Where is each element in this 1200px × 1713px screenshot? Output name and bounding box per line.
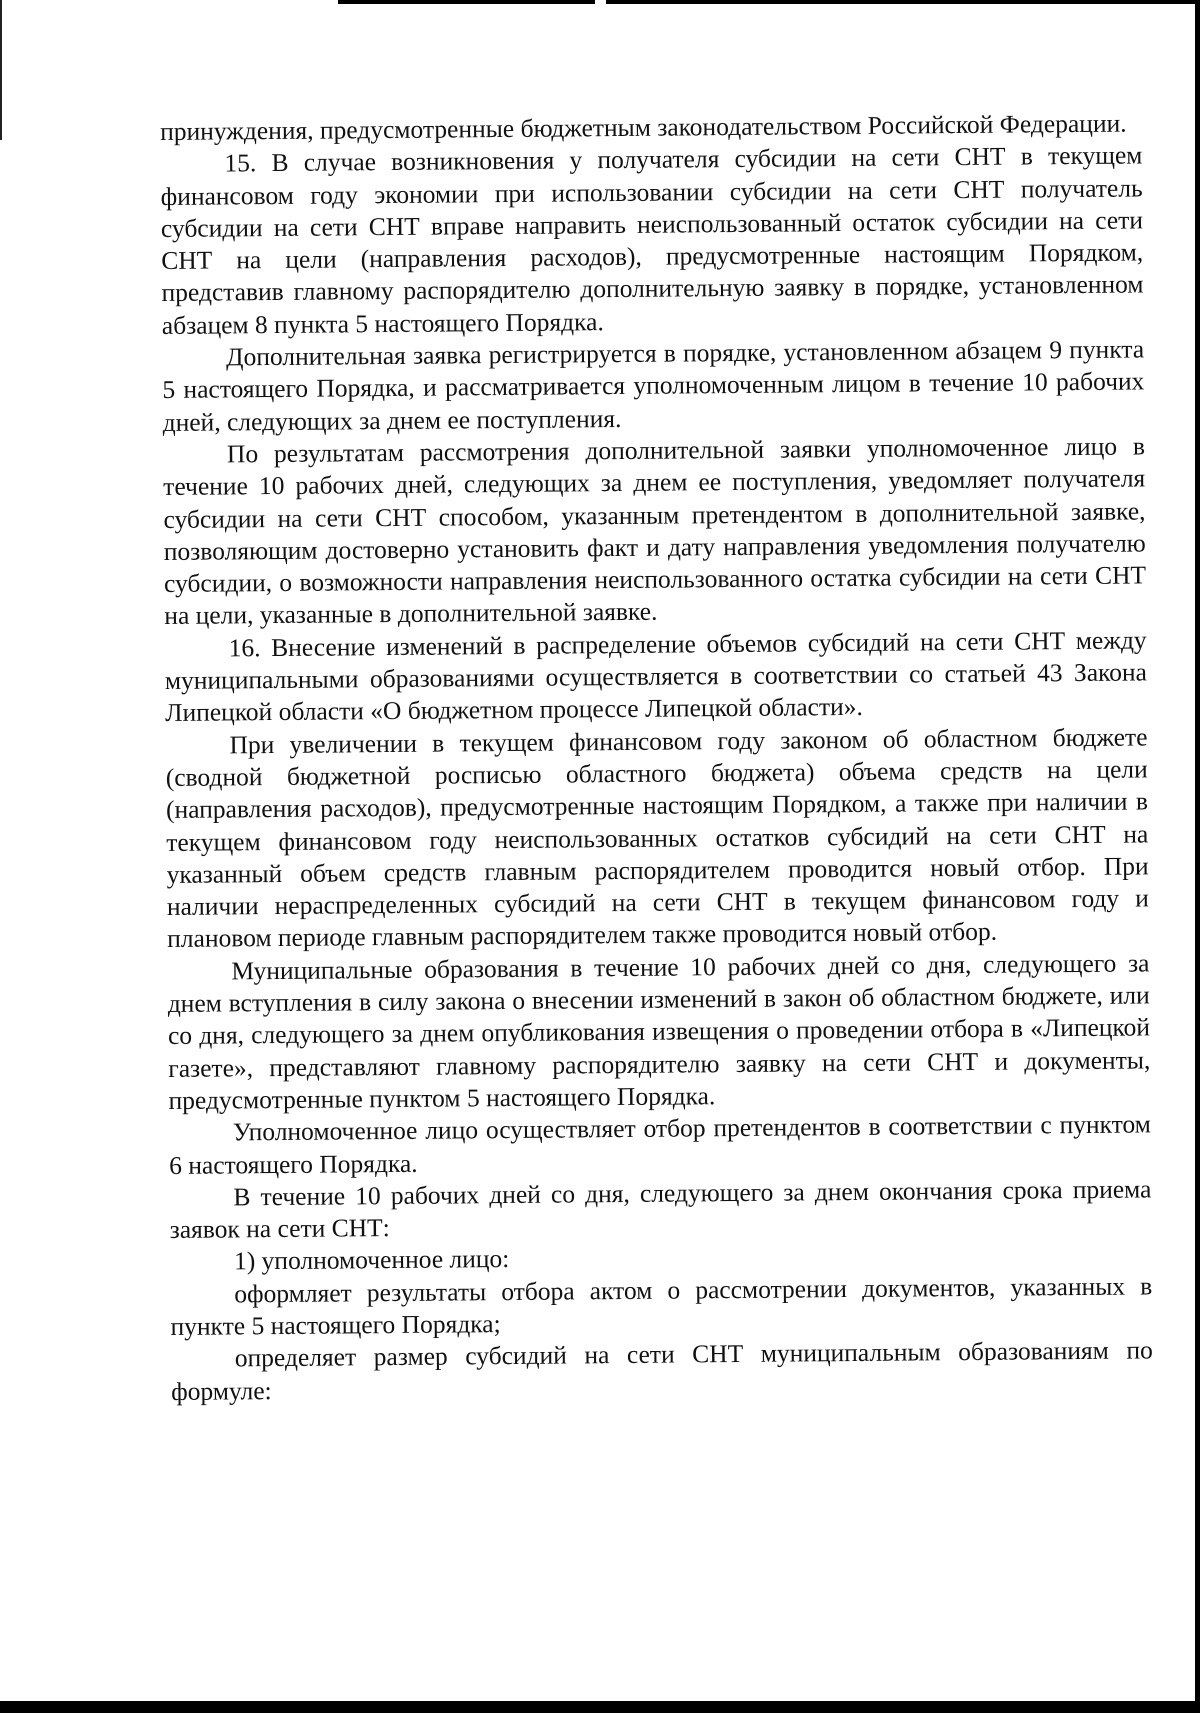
document-body (160, 107, 1153, 1407)
paragraph: принуждения, предусмотренные бюджетным законодательством Российской Федерации. (160, 108, 1127, 146)
paragraph: 16. Внесение изменений в распределение объемов субсидий на сети СНТ между муниципальными образованиями осуществляется в соответствии со статьей 43 Закона Липецкой области «О бюджетном процессе Липецкой области». (164, 625, 1148, 728)
scan-edge-top (606, 0, 1200, 4)
paragraph: 15. В случае возникновения у получателя субсидии на сети СНТ в текущем финансовом году экономии при использовании субсидии на сети СНТ получатель субсидии на сети СНТ вправе направить неиспользованный остаток субсидии на сети СНТ на цели (направления расходов), предусмотренные настоящим Порядком, представив главному распорядителю дополнительную заявку в порядке, установленном абзацем 8 пункта 5 настоящего Порядка. (160, 140, 1144, 340)
scan-edge-left (0, 0, 2, 140)
scan-edge-top (338, 0, 595, 4)
paragraph: определяет размер субсидий на сети СНТ муниципальным образованиям по формуле: (171, 1335, 1153, 1406)
scan-edge-bottom (0, 1701, 1200, 1713)
paragraph: При увеличении в текущем финансовом году законом об областном бюджете (сводной бюджетной росписью областного бюджета) объема средств на цели (направления расходов), предусмотренные настоящим Порядком, а также при наличии в текущем финансовом году неиспользованных остатков субсидий на сети СНТ на указанный объем средств главным распорядителем проводится новый отбор. При наличии нераспределенных субсидий на сети СНТ в текущем финансовом году и плановом периоде главным распорядителем также проводится новый отбор. (165, 722, 1149, 954)
paragraph: Дополнительная заявка регистрируется в порядке, установленном абзацем 9 пункта 5 настоящего Порядка, и рассматривается уполномоченным лицом в течение 10 рабочих дней, следующих за днем ее поступления. (162, 334, 1145, 437)
paragraph: По результатам рассмотрения дополнительной заявки уполномоченное лицо в течение 10 рабочих дней, следующих за днем ее поступления, уведомляет получателя субсидии на сети СНТ способом, указанным претендентом в дополнительной заявке, позволяющим достоверно установить факт и дату направления уведомления получателю субсидии, о возможности направления неиспользованного остатка субсидии на сети СНТ на цели, указанные в дополнительной заявке. (163, 431, 1147, 631)
scan-edge-right (1195, 0, 1200, 1713)
paragraph: Муниципальные образования в течение 10 рабочих дней со дня, следующего за днем вступления в силу закона о внесении изменений в закон об областном бюджете, или со дня, следующего за днем опубликования извещения о проведении отбора в «Липецкой газете», представляют главному распорядителю заявку на сети СНТ и документы, предусмотренные пунктом 5 настоящего Порядка. (167, 948, 1151, 1115)
paragraph: 1) уполномоченное лицо: (233, 1244, 510, 1276)
paragraph: Уполномоченное лицо осуществляет отбор претендентов в соответствии с пунктом 6 настоящего Порядка. (169, 1109, 1151, 1180)
paragraph: оформляет результаты отбора актом о рассмотрении документов, указанных в пункте 5 настоящего Порядка; (170, 1271, 1153, 1341)
paragraph: В течение 10 рабочих дней со дня, следующего за днем окончания срока приема заявок на сети СНТ: (169, 1174, 1152, 1245)
